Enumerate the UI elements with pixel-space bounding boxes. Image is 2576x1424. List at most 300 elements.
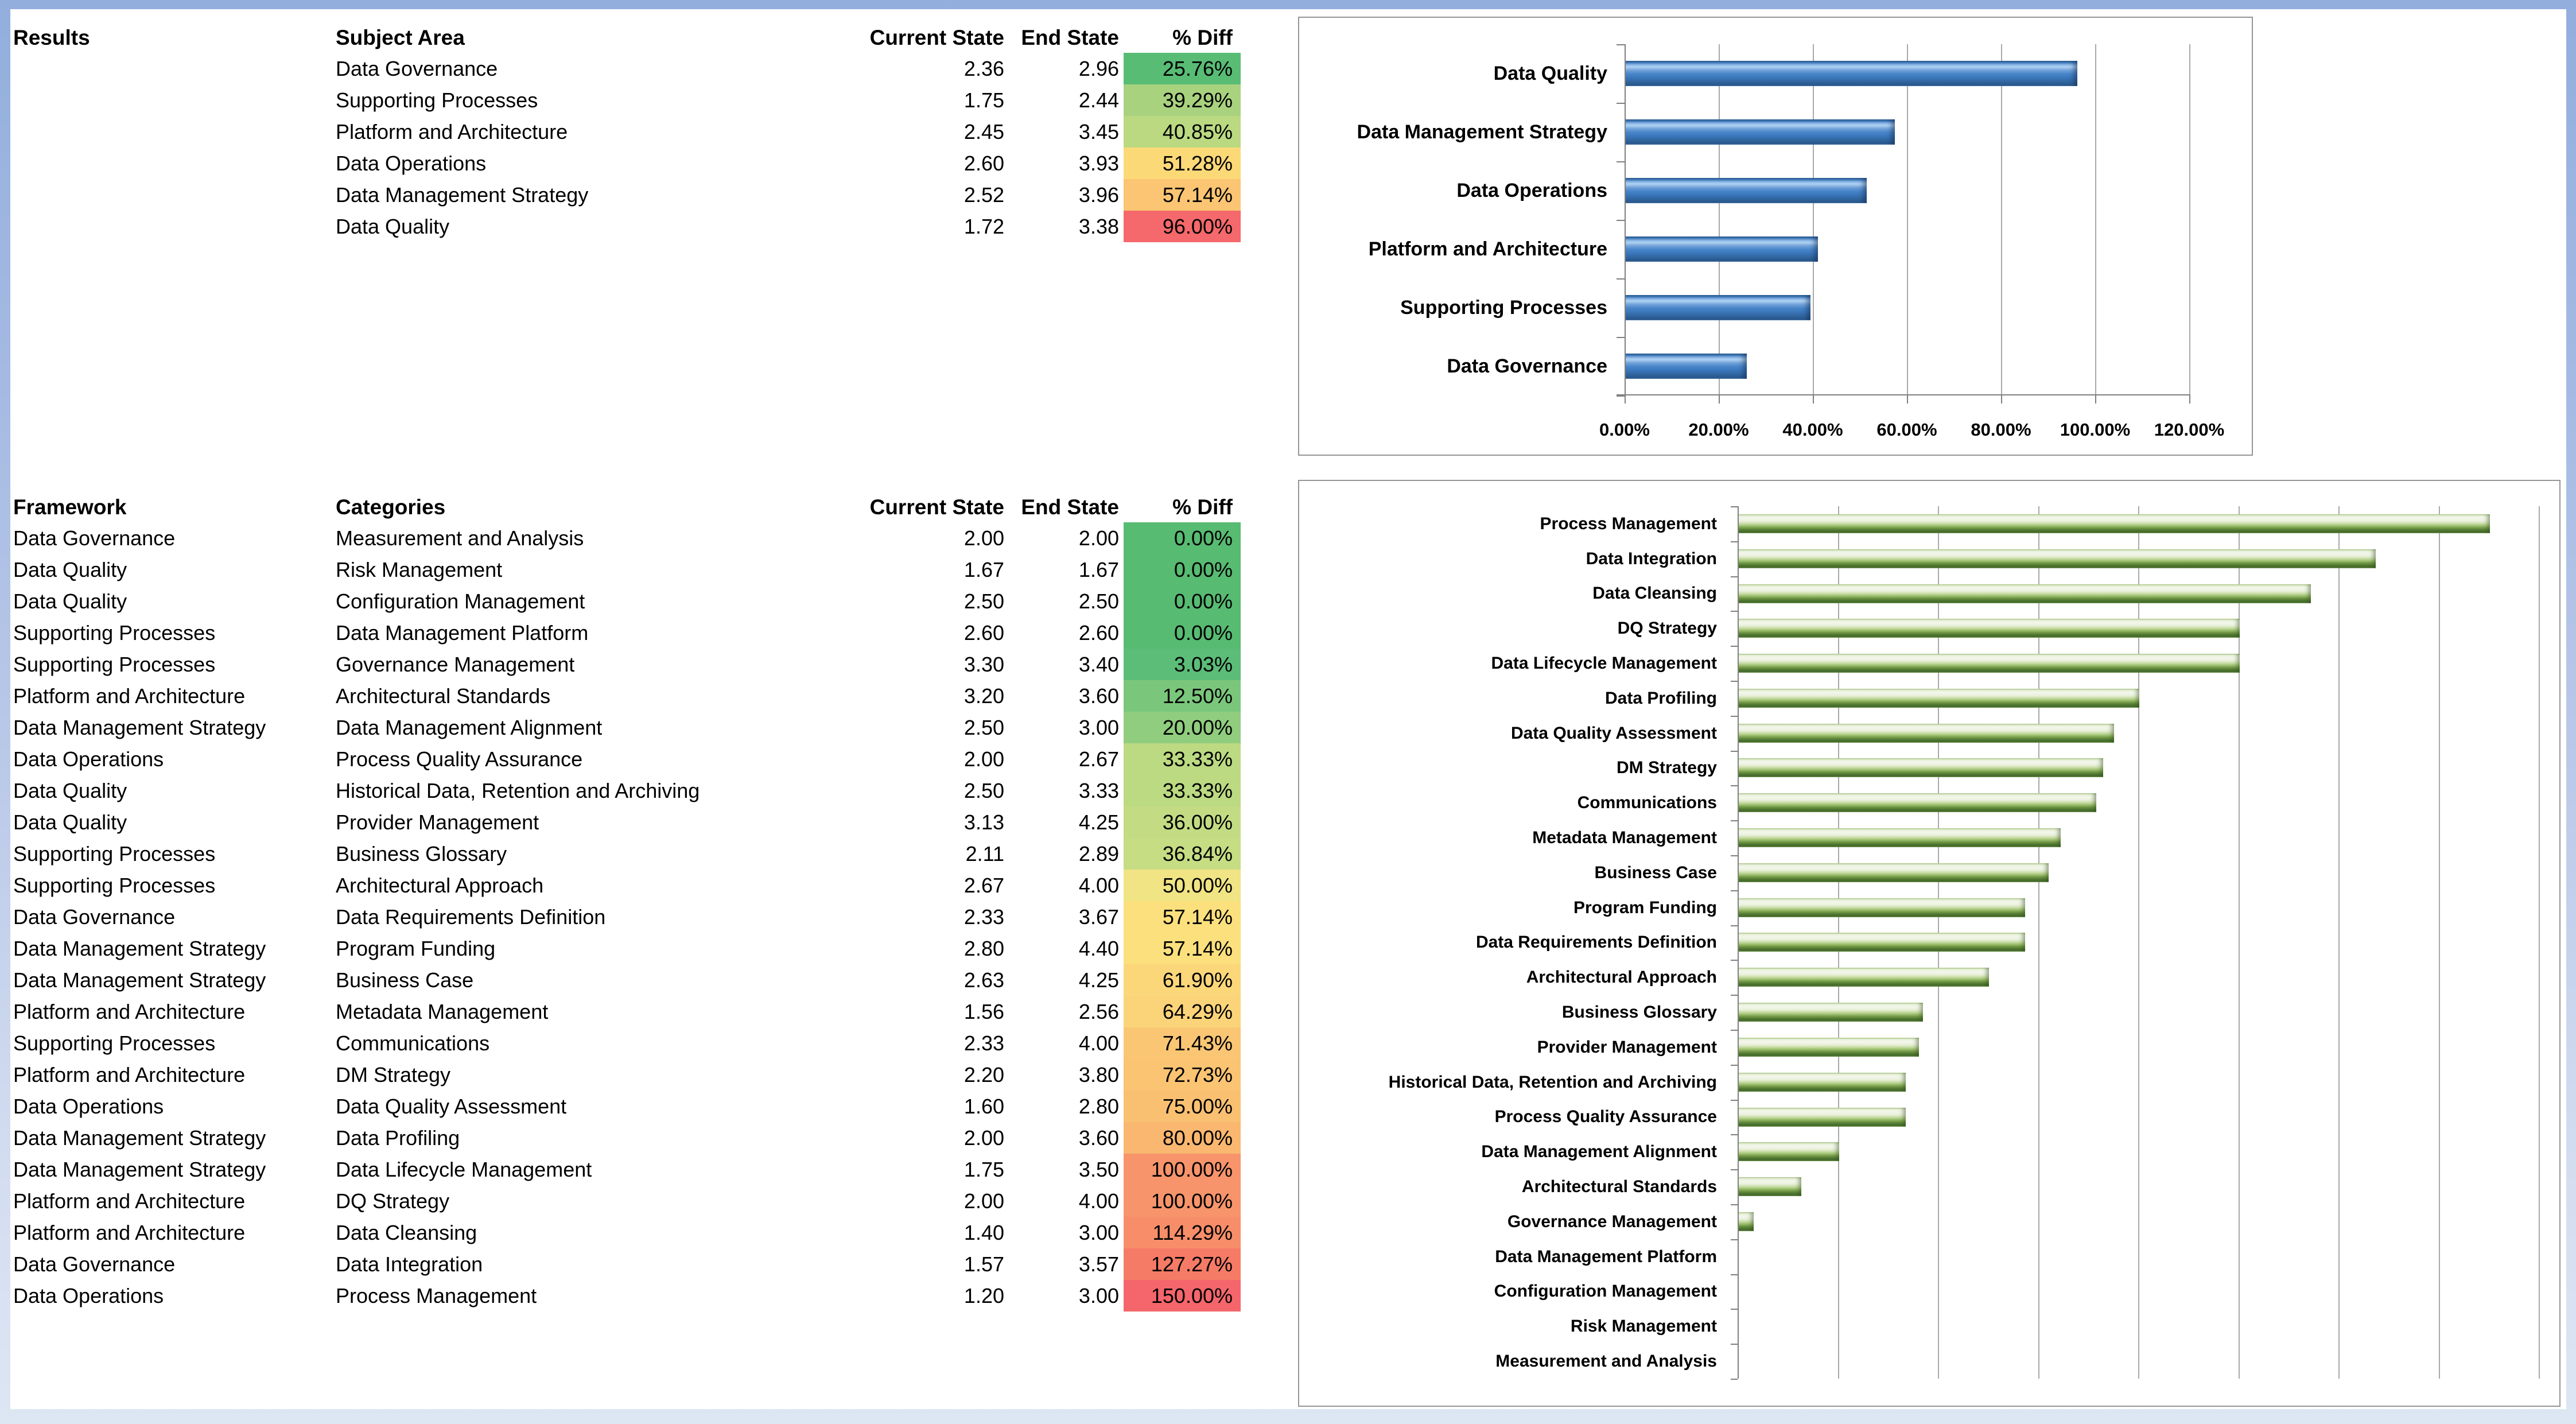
chart-bar — [1739, 1177, 1801, 1196]
chart-category-label: Supporting Processes — [1400, 297, 1607, 319]
framework-cell: Platform and Architecture — [13, 1063, 246, 1087]
end-state-column-header: End State — [1021, 495, 1119, 519]
chart-y-tick — [1731, 1309, 1738, 1310]
category-cell: Measurement and Analysis — [336, 526, 584, 550]
chart-x-axis-label: 0.00% — [1599, 420, 1650, 440]
chart-category-label: Data Management Platform — [1495, 1247, 1717, 1266]
end-state-cell: 3.40 — [1078, 653, 1119, 676]
chart-bar — [1739, 689, 2139, 708]
pct-diff-cell: 25.76% — [1124, 53, 1241, 84]
framework-cell: Data Governance — [13, 1252, 176, 1276]
pct-diff-cell: 72.73% — [1124, 1059, 1241, 1091]
pct-diff-cell: 57.14% — [1124, 179, 1241, 211]
chart-bar — [1739, 898, 2025, 917]
chart-y-tick — [1731, 1065, 1738, 1066]
category-cell: Data Lifecycle Management — [336, 1158, 592, 1181]
end-state-cell: 3.57 — [1078, 1252, 1119, 1276]
framework-cell — [13, 179, 336, 211]
chart-x-tick — [1907, 395, 1908, 403]
chart-x-axis-label: 40.00% — [1782, 420, 1843, 440]
framework-cell: Data Quality — [13, 558, 127, 581]
pct-diff-cell: 150.00% — [1124, 1280, 1241, 1312]
chart-bar — [1739, 619, 2240, 638]
framework-table-header-row — [13, 492, 1241, 522]
category-cell: Business Glossary — [336, 842, 507, 866]
chart-category-label: Data Quality Assessment — [1510, 724, 1717, 743]
report-panel — [10, 9, 2566, 1409]
category-cell: DQ Strategy — [336, 1189, 450, 1213]
chart-y-tick — [1731, 751, 1738, 752]
chart-y-tick — [1731, 716, 1738, 717]
chart-y-tick — [1731, 1344, 1738, 1345]
pct-diff-cell: 57.14% — [1124, 901, 1241, 933]
table-row — [13, 148, 1241, 179]
end-state-cell: 2.00 — [1078, 526, 1119, 550]
end-state-cell: 3.00 — [1078, 716, 1119, 739]
pct-diff-cell: 0.00% — [1124, 554, 1241, 585]
category-cell: Configuration Management — [336, 589, 585, 613]
table-row — [13, 179, 1241, 211]
chart-x-axis-label: 100.00% — [2060, 420, 2131, 440]
framework-cell: Data Quality — [13, 810, 127, 834]
chart-y-axis — [1625, 44, 1626, 395]
table-row — [13, 901, 1241, 933]
end-state-cell: 3.45 — [1078, 120, 1119, 143]
chart-bar — [1626, 119, 1895, 145]
end-state-column-header: End State — [1021, 26, 1119, 49]
current-state-cell: 1.57 — [963, 1252, 1004, 1276]
pct-diff-cell: 36.00% — [1124, 806, 1241, 838]
chart-bar — [1739, 1212, 1754, 1231]
table-row — [13, 1154, 1241, 1185]
chart-y-tick — [1731, 785, 1738, 786]
end-state-cell: 3.96 — [1078, 183, 1119, 207]
framework-cell: Supporting Processes — [13, 621, 216, 645]
pct-diff-cell: 51.28% — [1124, 148, 1241, 179]
pct-diff-cell: 20.00% — [1124, 712, 1241, 743]
chart-x-axis — [1617, 394, 2190, 395]
end-state-cell: 4.00 — [1078, 1031, 1119, 1055]
table-row — [13, 1091, 1241, 1122]
chart-gridline — [1813, 44, 1814, 395]
chart-category-label: Risk Management — [1570, 1317, 1717, 1336]
chart-y-tick — [1617, 395, 1625, 397]
current-state-cell: 2.00 — [963, 747, 1004, 771]
chart-gridline — [1719, 44, 1720, 395]
chart-plot-area — [1625, 44, 2189, 395]
chart-plot-area — [1738, 506, 2539, 1379]
chart-category-label: Data Management Alignment — [1481, 1142, 1717, 1161]
pct-diff-cell: 64.29% — [1124, 996, 1241, 1027]
chart-category-label: Data Requirements Definition — [1475, 933, 1717, 952]
chart-category-label: Measurement and Analysis — [1495, 1352, 1717, 1371]
chart-y-tick — [1617, 103, 1625, 104]
end-state-cell: 3.33 — [1078, 779, 1119, 802]
category-cell: Data Management Alignment — [336, 716, 603, 739]
end-state-cell: 3.50 — [1078, 1158, 1119, 1181]
table-row — [13, 53, 1241, 84]
end-state-cell: 2.96 — [1078, 57, 1119, 80]
category-cell: Risk Management — [336, 558, 503, 581]
framework-cell: Platform and Architecture — [13, 1000, 246, 1023]
category-cell: Data Quality — [336, 215, 450, 238]
chart-category-label: Data Governance — [1447, 355, 1607, 377]
pct-diff-cell: 96.00% — [1124, 211, 1241, 242]
categories-column-header: Categories — [336, 495, 446, 519]
category-cell: Platform and Architecture — [336, 120, 568, 143]
current-state-cell: 2.00 — [963, 1126, 1004, 1150]
framework-cell: Data Management Strategy — [13, 716, 266, 739]
table-row — [13, 1059, 1241, 1091]
category-cell: Program Funding — [336, 937, 496, 960]
end-state-cell: 1.67 — [1078, 558, 1119, 581]
chart-bar — [1739, 1003, 1923, 1022]
chart-x-axis-label: 60.00% — [1876, 420, 1937, 440]
chart-bar — [1739, 1108, 1906, 1127]
chart-y-tick — [1731, 995, 1738, 996]
chart-category-label: Data Integration — [1586, 549, 1717, 568]
chart-y-tick — [1617, 44, 1625, 45]
chart-bar — [1739, 828, 2061, 847]
chart-y-tick — [1731, 611, 1738, 612]
framework-cell: Supporting Processes — [13, 1031, 216, 1055]
current-state-cell: 1.72 — [963, 215, 1004, 238]
end-state-cell: 3.38 — [1078, 215, 1119, 238]
framework-cell: Data Operations — [13, 1095, 164, 1118]
chart-gridline — [2539, 506, 2540, 1379]
chart-bar — [1739, 1142, 1839, 1161]
framework-cell: Data Governance — [13, 905, 176, 929]
current-state-cell: 2.00 — [963, 526, 1004, 550]
results-table-body — [13, 53, 1241, 242]
category-cell: Communications — [336, 1031, 490, 1055]
table-row — [13, 1280, 1241, 1312]
subject-area-column-header: Subject Area — [336, 26, 465, 49]
framework-cell: Platform and Architecture — [13, 1221, 246, 1244]
current-state-cell: 2.80 — [963, 937, 1004, 960]
chart-x-axis-label: 80.00% — [1971, 420, 2031, 440]
framework-cell — [13, 148, 336, 179]
chart-bar — [1739, 968, 1989, 987]
chart-x-tick — [1625, 395, 1626, 403]
subject-area-bar-chart — [1298, 17, 2253, 456]
table-row — [13, 933, 1241, 964]
table-row — [13, 838, 1241, 870]
end-state-cell: 2.60 — [1078, 621, 1119, 645]
framework-cell: Supporting Processes — [13, 874, 216, 897]
end-state-cell: 4.00 — [1078, 874, 1119, 897]
pct-diff-cell: 57.14% — [1124, 933, 1241, 964]
current-state-cell: 1.60 — [963, 1095, 1004, 1118]
table-row — [13, 806, 1241, 838]
category-cell: Metadata Management — [336, 1000, 549, 1023]
end-state-cell: 3.00 — [1078, 1284, 1119, 1307]
end-state-cell: 3.00 — [1078, 1221, 1119, 1244]
framework-cell — [13, 84, 336, 116]
chart-bar — [1739, 1073, 1906, 1092]
framework-cell: Data Management Strategy — [13, 1158, 266, 1181]
framework-cell — [13, 116, 336, 148]
results-table-header-row — [13, 23, 1241, 53]
categories-bar-chart — [1298, 480, 2561, 1407]
chart-category-label: Configuration Management — [1494, 1282, 1717, 1301]
table-row — [13, 712, 1241, 743]
pct-diff-cell: 12.50% — [1124, 680, 1241, 712]
chart-x-tick — [2001, 395, 2002, 403]
chart-y-tick — [1617, 161, 1625, 162]
current-state-cell: 3.13 — [963, 810, 1004, 834]
chart-x-axis-label: 120.00% — [2154, 420, 2225, 440]
chart-category-label: Data Cleansing — [1592, 584, 1717, 603]
chart-y-tick — [1617, 220, 1625, 221]
chart-bar — [1626, 236, 1818, 262]
pct-diff-cell: 33.33% — [1124, 743, 1241, 775]
chart-bar — [1739, 758, 2103, 777]
framework-cell: Data Operations — [13, 1284, 164, 1307]
current-state-cell: 2.52 — [963, 183, 1004, 207]
end-state-cell: 4.25 — [1078, 810, 1119, 834]
framework-cell: Supporting Processes — [13, 842, 216, 866]
pct-diff-cell: 0.00% — [1124, 522, 1241, 554]
chart-category-label: Metadata Management — [1532, 828, 1717, 847]
category-cell: Data Governance — [336, 57, 498, 80]
current-state-cell: 2.33 — [963, 905, 1004, 929]
end-state-cell: 4.00 — [1078, 1189, 1119, 1213]
end-state-cell: 3.60 — [1078, 684, 1119, 708]
category-cell: Supporting Processes — [336, 88, 538, 112]
chart-category-label: Data Profiling — [1604, 689, 1717, 708]
category-cell: Process Management — [336, 1284, 537, 1307]
pct-diff-cell: 36.84% — [1124, 838, 1241, 870]
current-state-cell: 2.33 — [963, 1031, 1004, 1055]
chart-category-label: Data Operations — [1456, 180, 1607, 201]
chart-bar — [1626, 295, 1810, 320]
table-row — [13, 870, 1241, 901]
table-row — [13, 775, 1241, 806]
results-section-label: Results — [13, 26, 90, 49]
chart-category-label: Process Management — [1540, 514, 1717, 533]
pct-diff-cell: 61.90% — [1124, 964, 1241, 996]
table-row — [13, 617, 1241, 649]
end-state-cell: 3.60 — [1078, 1126, 1119, 1150]
table-row — [13, 84, 1241, 116]
pct-diff-cell: 50.00% — [1124, 870, 1241, 901]
end-state-cell: 3.67 — [1078, 905, 1119, 929]
current-state-cell: 2.36 — [963, 57, 1004, 80]
end-state-cell: 2.67 — [1078, 747, 1119, 771]
framework-cell: Supporting Processes — [13, 653, 216, 676]
framework-cell — [13, 211, 336, 242]
current-state-cell: 2.50 — [963, 716, 1004, 739]
chart-bar — [1626, 354, 1747, 379]
end-state-cell: 3.93 — [1078, 152, 1119, 175]
end-state-cell: 2.56 — [1078, 1000, 1119, 1023]
current-state-cell: 1.67 — [963, 558, 1004, 581]
chart-category-label: Historical Data, Retention and Archiving — [1388, 1073, 1717, 1092]
pct-diff-column-header: % Diff — [1172, 495, 1233, 519]
chart-gridline — [2001, 44, 2002, 395]
category-cell: DM Strategy — [336, 1063, 451, 1087]
category-cell: Historical Data, Retention and Archiving — [336, 779, 700, 802]
end-state-cell: 2.80 — [1078, 1095, 1119, 1118]
table-row — [13, 585, 1241, 617]
current-state-cell: 1.40 — [963, 1221, 1004, 1244]
current-state-cell: 3.30 — [963, 653, 1004, 676]
chart-bar — [1739, 724, 2114, 743]
current-state-cell: 1.75 — [963, 1158, 1004, 1181]
table-row — [13, 116, 1241, 148]
pct-diff-cell: 100.00% — [1124, 1154, 1241, 1185]
framework-table — [13, 492, 1241, 1312]
results-table — [13, 23, 1241, 242]
chart-y-tick — [1731, 576, 1738, 577]
pct-diff-cell: 3.03% — [1124, 649, 1241, 680]
chart-y-tick — [1617, 337, 1625, 338]
table-row — [13, 554, 1241, 585]
end-state-cell: 2.89 — [1078, 842, 1119, 866]
current-state-cell: 1.20 — [963, 1284, 1004, 1307]
chart-category-label: Data Lifecycle Management — [1491, 654, 1717, 673]
chart-y-tick — [1731, 1030, 1738, 1031]
current-state-cell: 2.45 — [963, 120, 1004, 143]
chart-gridline — [1907, 44, 1908, 395]
chart-category-label: Platform and Architecture — [1368, 238, 1607, 260]
current-state-cell: 2.00 — [963, 1189, 1004, 1213]
chart-category-label: DM Strategy — [1616, 758, 1717, 777]
current-state-cell: 1.56 — [963, 1000, 1004, 1023]
chart-bar — [1739, 549, 2376, 568]
pct-diff-cell: 0.00% — [1124, 585, 1241, 617]
chart-category-label: Governance Management — [1507, 1212, 1717, 1231]
framework-column-header: Framework — [13, 495, 127, 519]
chart-category-label: Architectural Standards — [1521, 1177, 1717, 1196]
category-cell: Data Requirements Definition — [336, 905, 606, 929]
framework-cell: Data Management Strategy — [13, 937, 266, 960]
chart-bar — [1626, 61, 2077, 86]
pct-diff-column-header: % Diff — [1172, 26, 1233, 49]
table-row — [13, 1185, 1241, 1217]
chart-y-tick — [1731, 541, 1738, 542]
table-row — [13, 1217, 1241, 1248]
framework-cell: Platform and Architecture — [13, 684, 246, 708]
chart-category-label: Business Glossary — [1561, 1003, 1717, 1022]
pct-diff-cell: 33.33% — [1124, 775, 1241, 806]
framework-cell: Data Governance — [13, 526, 176, 550]
chart-gridline — [2439, 506, 2440, 1379]
chart-category-label: Data Management Strategy — [1357, 121, 1607, 143]
category-cell: Process Quality Assurance — [336, 747, 583, 771]
chart-gridline — [2338, 506, 2340, 1379]
table-row — [13, 522, 1241, 554]
table-row — [13, 743, 1241, 775]
table-row — [13, 211, 1241, 242]
end-state-cell: 3.80 — [1078, 1063, 1119, 1087]
chart-bar — [1739, 654, 2240, 673]
category-cell: Data Management Strategy — [336, 183, 589, 207]
table-row — [13, 1027, 1241, 1059]
chart-category-label: DQ Strategy — [1617, 619, 1717, 638]
chart-y-tick — [1731, 1379, 1738, 1380]
chart-y-tick — [1731, 925, 1738, 926]
category-cell: Governance Management — [336, 653, 575, 676]
current-state-column-header: Current State — [869, 495, 1004, 519]
category-cell: Data Profiling — [336, 1126, 460, 1150]
chart-y-tick — [1731, 681, 1738, 682]
table-row — [13, 996, 1241, 1027]
chart-bar — [1739, 584, 2311, 603]
chart-x-tick — [2189, 395, 2190, 403]
current-state-cell: 2.67 — [963, 874, 1004, 897]
category-cell: Architectural Approach — [336, 874, 544, 897]
end-state-cell: 4.25 — [1078, 968, 1119, 992]
table-row — [13, 649, 1241, 680]
chart-y-tick — [1731, 1100, 1738, 1101]
table-row — [13, 1248, 1241, 1280]
chart-y-tick — [1731, 1274, 1738, 1275]
pct-diff-cell: 127.27% — [1124, 1248, 1241, 1280]
pct-diff-cell: 40.85% — [1124, 116, 1241, 148]
framework-cell — [13, 53, 336, 84]
current-state-cell: 2.60 — [963, 621, 1004, 645]
end-state-cell: 2.50 — [1078, 589, 1119, 613]
chart-category-label: Architectural Approach — [1526, 968, 1717, 987]
chart-category-label: Program Funding — [1573, 898, 1717, 917]
framework-cell: Data Management Strategy — [13, 1126, 266, 1150]
chart-category-label: Process Quality Assurance — [1494, 1107, 1717, 1126]
pct-diff-cell: 100.00% — [1124, 1185, 1241, 1217]
pct-diff-cell: 39.29% — [1124, 84, 1241, 116]
framework-cell: Data Quality — [13, 779, 127, 802]
framework-table-body — [13, 522, 1241, 1312]
category-cell: Data Quality Assessment — [336, 1095, 567, 1118]
chart-y-tick — [1731, 1169, 1738, 1170]
chart-gridline — [2189, 44, 2190, 395]
framework-cell: Platform and Architecture — [13, 1189, 246, 1213]
chart-y-tick — [1731, 646, 1738, 647]
category-cell: Data Integration — [336, 1252, 483, 1276]
chart-category-label: Business Case — [1594, 863, 1717, 882]
chart-bar — [1739, 793, 2096, 812]
category-cell: Data Operations — [336, 152, 487, 175]
chart-x-tick — [1719, 395, 1720, 403]
pct-diff-cell: 114.29% — [1124, 1217, 1241, 1248]
pct-diff-cell: 0.00% — [1124, 617, 1241, 649]
framework-cell: Data Operations — [13, 747, 164, 771]
chart-x-tick — [2095, 395, 2096, 403]
chart-bar — [1739, 933, 2025, 952]
chart-bar — [1739, 1038, 1919, 1057]
current-state-cell: 2.63 — [963, 968, 1004, 992]
chart-x-axis-label: 20.00% — [1688, 420, 1749, 440]
chart-bar — [1739, 514, 2490, 533]
chart-category-label: Data Quality — [1493, 63, 1607, 84]
table-row — [13, 964, 1241, 996]
category-cell: Data Management Platform — [336, 621, 589, 645]
chart-bar — [1739, 863, 2049, 882]
chart-y-tick — [1731, 960, 1738, 961]
current-state-cell: 2.20 — [963, 1063, 1004, 1087]
current-state-cell: 2.50 — [963, 589, 1004, 613]
table-row — [13, 680, 1241, 712]
current-state-cell: 2.11 — [965, 842, 1004, 866]
current-state-cell: 2.50 — [963, 779, 1004, 802]
framework-cell: Data Management Strategy — [13, 968, 266, 992]
current-state-column-header: Current State — [869, 26, 1004, 49]
chart-y-tick — [1731, 1239, 1738, 1240]
end-state-cell: 4.40 — [1078, 937, 1119, 960]
chart-y-tick — [1731, 1134, 1738, 1135]
category-cell: Business Case — [336, 968, 474, 992]
